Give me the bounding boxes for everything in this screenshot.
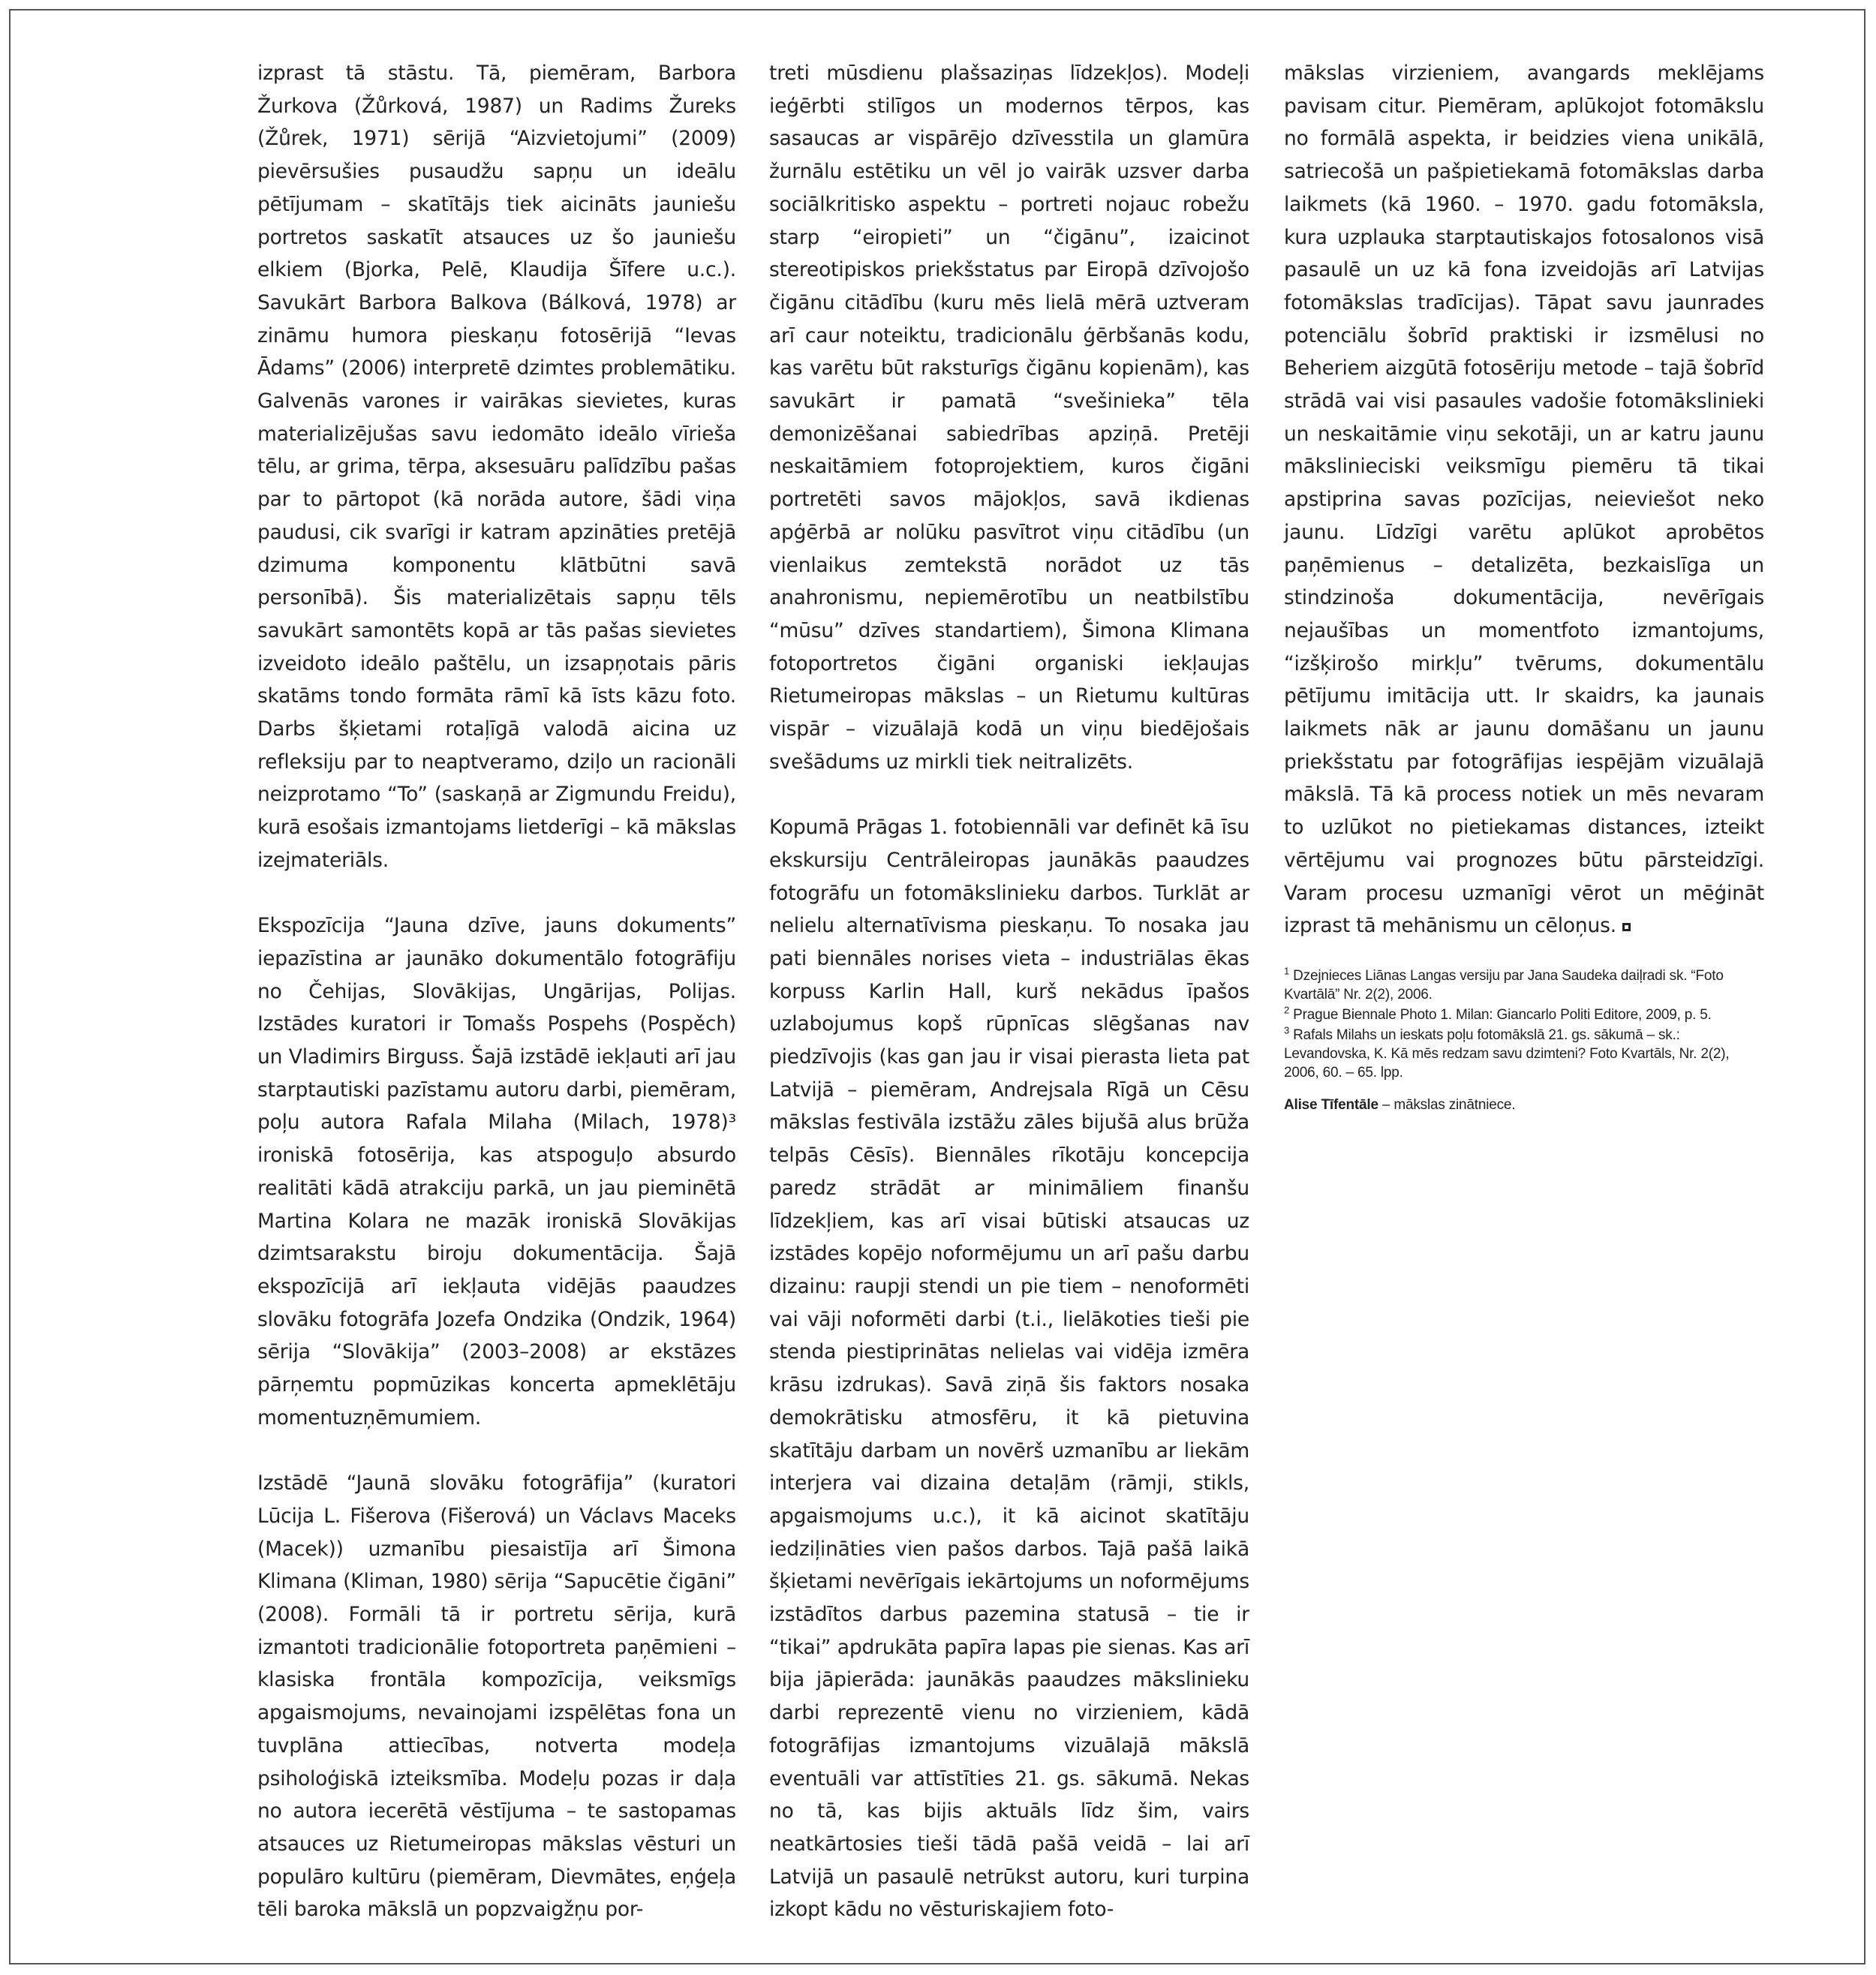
footnote (1284, 1026, 1764, 1082)
author-credit (1284, 1096, 1764, 1114)
footnote-text: Rafals Milahs un ieskats poļu fotomākslā 21. gs. sākumā – sk.: Levandovska, K. Kā mēs redzam savu dzimteni? Foto Kvartāls, Nr. 2(2), 2006, 60. – 65. lpp. (1284, 1027, 1730, 1081)
footnote-text: Dzejnieces Liānas Langas versiju par Jana Saudeka daiļradi sk. “Foto Kvartālā” Nr. 2(2), 2006. (1284, 967, 1724, 1003)
text-column-right (1284, 57, 1764, 1114)
paragraph-with-end-mark (1284, 57, 1764, 942)
paragraph: treti mūsdienu plašsaziņas līdzekļos). Modeļi ieģērbti stilīgos un modernos tērpos, kas sasaucas ar vispārējo dzīvesstila un glamūra žurnālu estētiku un vēl jo vairāk uzsver darba sociālkritisko aspektu – portreti nojauc robežu starp “eiropieti” un “čigānu”, izaicinot stereotipiskos priekšstatus par Eiropā dzīvojošo čigānu citādību (kuru mēs lielā mērā uztveram arī caur noteiktu, tradicionālu ģērbšanās kodu, kas varētu būt raksturīgs čigānu kopienām), kas savukārt ir pamatā “svešinieka” tēla demonizēšanai sabiedrības apziņā. Pretēji neskaitāmiem fotoprojektiem, kuros čigāni portretēti savos mājokļos, savā ikdienas apģērbā ar nolūku pasvītrot viņu citādību (un vienlaikus zemtekstā norādot uz tās anahronismu, nepiemērotību un neatbilstību “mūsu” dzīves standartiem), Šimona Klimana fotoportretos čigāni organiski iekļaujas Rietumeiropas mākslas – un Rietumu kultūras vispār – vizuālajā kodā un viņu biedējošais svešādums uz mirkli tiek neitralizēts. (769, 62, 1249, 774)
author-name: Alise Tīfentāle (1284, 1096, 1378, 1113)
paragraph-text: mākslas virzieniem, avangards meklējams pavisam citur. Piemēram, aplūkojot fotomākslu no formālā aspekta, ir beidzies viena unikālā, satriecošā un pašpietiekamā fotomākslas darba laikmets (kā 1960. – 1970. gadu fotomāksla, kura uzplauka starptautiskajos fotosalonos visā pasaulē un uz kā fona izveidojās arī Latvijas fotomākslas tradīcijas). Tāpat savu jaunrades potenciālu šobrīd praktiski ir izsmēlusi no Beheriem aizgūtā fotosēriju metode – tajā šobrīd strādā vai visi pasaules vadošie fotomākslinieki un neskaitāmie viņu sekotāji, un ar katru jaunu mākslinieciski veiksmīgu piemēru tā tikai apstiprina savas pozīcijas, neieviešot neko jaunu. Līdzīgi varētu aplūkot aprobētos paņēmienus – detalizēta, bezkaislīga un stindzinoša dokumentācija, nevērīgais nejaušības un momentfoto izmantojums, “izšķirošo mirkļu” tvērums, dokumentālu pētījumu imitācija utt. Ir skaidrs, ka jaunais laikmets nāk ar jaunu domāšanu un jaunu priekšstatu par fotogrāfijas iespējām vizuālajā mākslā. Tā kā process notiek un mēs nevaram to uzlūkot no pietiekamas distances, izteikt vērtējumu vai prognozes būtu pārsteidzīgi. Varam procesu uzmanīgi vērot un mēģināt izprast tā mehānismu un cēloņus. (1284, 62, 1764, 938)
footnotes (1284, 966, 1764, 1082)
footnote-text: Prague Biennale Photo 1. Milan: Giancarlo Politi Editore, 2009, p. 5. (1293, 1006, 1712, 1023)
text-column-middle (769, 57, 1249, 1926)
paragraph: Izstādē “Jaunā slovāku fotogrāfija” (kuratori Lūcija L. Fišerova (Fišerová) un Václavs Maceks (Macek)) uzmanību piesaistīja arī Šimona Klimana (Kliman, 1980) sērija “Sapucētie čigāni” (2008). Formāli tā ir portretu sērija, kurā izmantoti tradicionālie fotoportreta paņēmieni – klasiska frontāla kompozīcija, veiksmīgs apgaismojums, nevainojami izspēlētas fona un tuvplāna attiecības, notverta modeļa psiholoģiskā izteiksmība. Modeļu pozas ir daļa no autora iecerētā vēstījuma – te sastopamas atsauces uz Rietumeiropas mākslas vēsturi un populāro kultūru (piemēram, Dievmātes, eņģeļa tēli baroka mākslā un popzvaigžņu por- (257, 1471, 736, 1922)
footnote-number: 2 (1284, 1004, 1290, 1016)
paragraph: izprast tā stāstu. Tā, piemēram, Barbora Žurkova (Žůrková, 1987) un Radims Žureks (Žůrek, 1971) sērijā “Aizvietojumi” (2009) pievērsušies pusaudžu sapņu un ideālu pētījumam – skatītājs tiek aicināts jauniešu portretos saskatīt atsauces uz šo jauniešu elkiem (Bjorka, Pelē, Klaudija Šīfere u.c.). Savukārt Barbora Balkova (Bálková, 1978) ar zināmu humora pieskaņu fotosērijā “Ievas Ādams” (2006) interpretē dzimtes problemātiku. Galvenās varones ir vairākas sievietes, kuras materializējušas savu iedomāto ideālo vīrieša tēlu, ar grima, tērpa, aksesuāru palīdzību pašas par to pārtopot (kā norāda autore, šādi viņa paudusi, cik svarīgi ir katram apzināties pretējā dzimuma komponentu klātbūtni savā personībā). Šis materializētais sapņu tēls savukārt samontēts kopā ar tās pašas sievietes izveidoto ideālo paštēlu, un izsapņotais pāris skatāms tondo formāta rāmī kā īsts kāzu foto. Darbs šķietami rotaļīgā valodā aicina uz refleksiju par to neaptveramo, dziļo un racionāli neizprotamo “To” (saskaņā ar Zigmundu Freidu), kurā esošais izmantojams lietderīgi – kā mākslas izejmateriāls. (257, 62, 736, 872)
footnote (1284, 1006, 1764, 1024)
footnote (1284, 966, 1764, 1004)
author-role: – mākslas zinātniece. (1378, 1096, 1516, 1113)
paragraph: Ekspozīcija “Jauna dzīve, jauns dokuments” iepazīstina ar jaunāko dokumentālo fotogrāfiju no Čehijas, Slovākijas, Ungārijas, Polijas. Izstādes kuratori ir Tomašs Pospehs (Pospěch) un Vladimirs Birguss. Šajā izstādē iekļauti arī jau starptautiski pazīstamu autoru darbi, piemēram, poļu autora Rafala Milaha (Milach, 1978)³ ironiskā fotosērija, kas atspoguļo absurdo realitāti kādā atrakciju parkā, un jau pieminētā Martina Kolara ne mazāk ironiskā Slovākijas dzimtsarakstu biroju dokumentācija. Šajā ekspozīcijā arī iekļauta vidējās paaudzes slovāku fotogrāfa Jozefa Ondzika (Ondzik, 1964) sērija “Slovākija” (2003–2008) ar ekstāzes pārņemtu popmūzikas koncerta apmeklētāju momentuzņēmumiem. (257, 914, 736, 1429)
footnote-number: 1 (1284, 965, 1290, 977)
footnote-number: 3 (1284, 1024, 1290, 1036)
end-of-article-mark-icon (1622, 923, 1631, 931)
text-column-left (257, 57, 736, 1926)
paragraph: Kopumā Prāgas 1. fotobiennāli var definēt kā īsu ekskursiju Centrāleiropas jaunākās paaudzes fotogrāfu un fotomākslinieku darbos. Turklāt ar nelielu alternatīvisma pieskaņu. To nosaka jau pati biennāles norises vieta – industriālas ēkas korpuss Karlin Hall, kurš nekādus īpašos uzlabojumus kopš rūpnīcas slēgšanas nav piedzīvojis (kas gan jau ir visai pierasta lieta pat Latvijā – piemēram, Andrejsala Rīgā un Cēsu mākslas festivāla izstāžu zāles bijušā alus brūža telpās Cēsīs). Biennāles rīkotāju koncepcija paredz strādāt ar minimāliem finanšu līdzekļiem, kas arī visai būtiski atsaucas uz izstādes kopējo noformējumu un arī pašu darbu dizainu: raupji stendi un pie tiem – nenoformēti vai vāji noformēti darbi (t.i., lielākoties tieši pie stenda piestiprinātas nelielas vai vidēja izmēra krāsu izdrukas). Savā ziņā šis faktors nosaka demokrātisku atmosfēru, it kā pietuvina skatītāju darbam un novērš uzmanību ar liekām interjera vai dizaina detaļām (rāmji, stikls, apgaismojums u.c.), it kā aicinot skatītāju iedziļināties vien pašos darbos. Tajā pašā laikā šķietami nevērīgais iekārtojums un noformējums izstādītos darbus pazemina statusā – tie ir “tikai” apdrukāta papīra lapas pie sienas. Kas arī bija jāpierāda: jaunākās paaudzes mākslinieku darbi reprezentē vienu no virzieniem, kādā fotogrāfijas izmantojums vizuālajā mākslā eventuāli var attīstīties 21. gs. sākumā. Nekas no tā, kas bijis aktuāls līdz šim, vairs neatkārtosies tieši tādā pašā veidā – lai arī Latvijā un pasaulē netrūkst autoru, kuri turpina izkopt kādu no vēsturiskajiem foto- (769, 816, 1249, 1922)
page-frame (9, 9, 1865, 1964)
